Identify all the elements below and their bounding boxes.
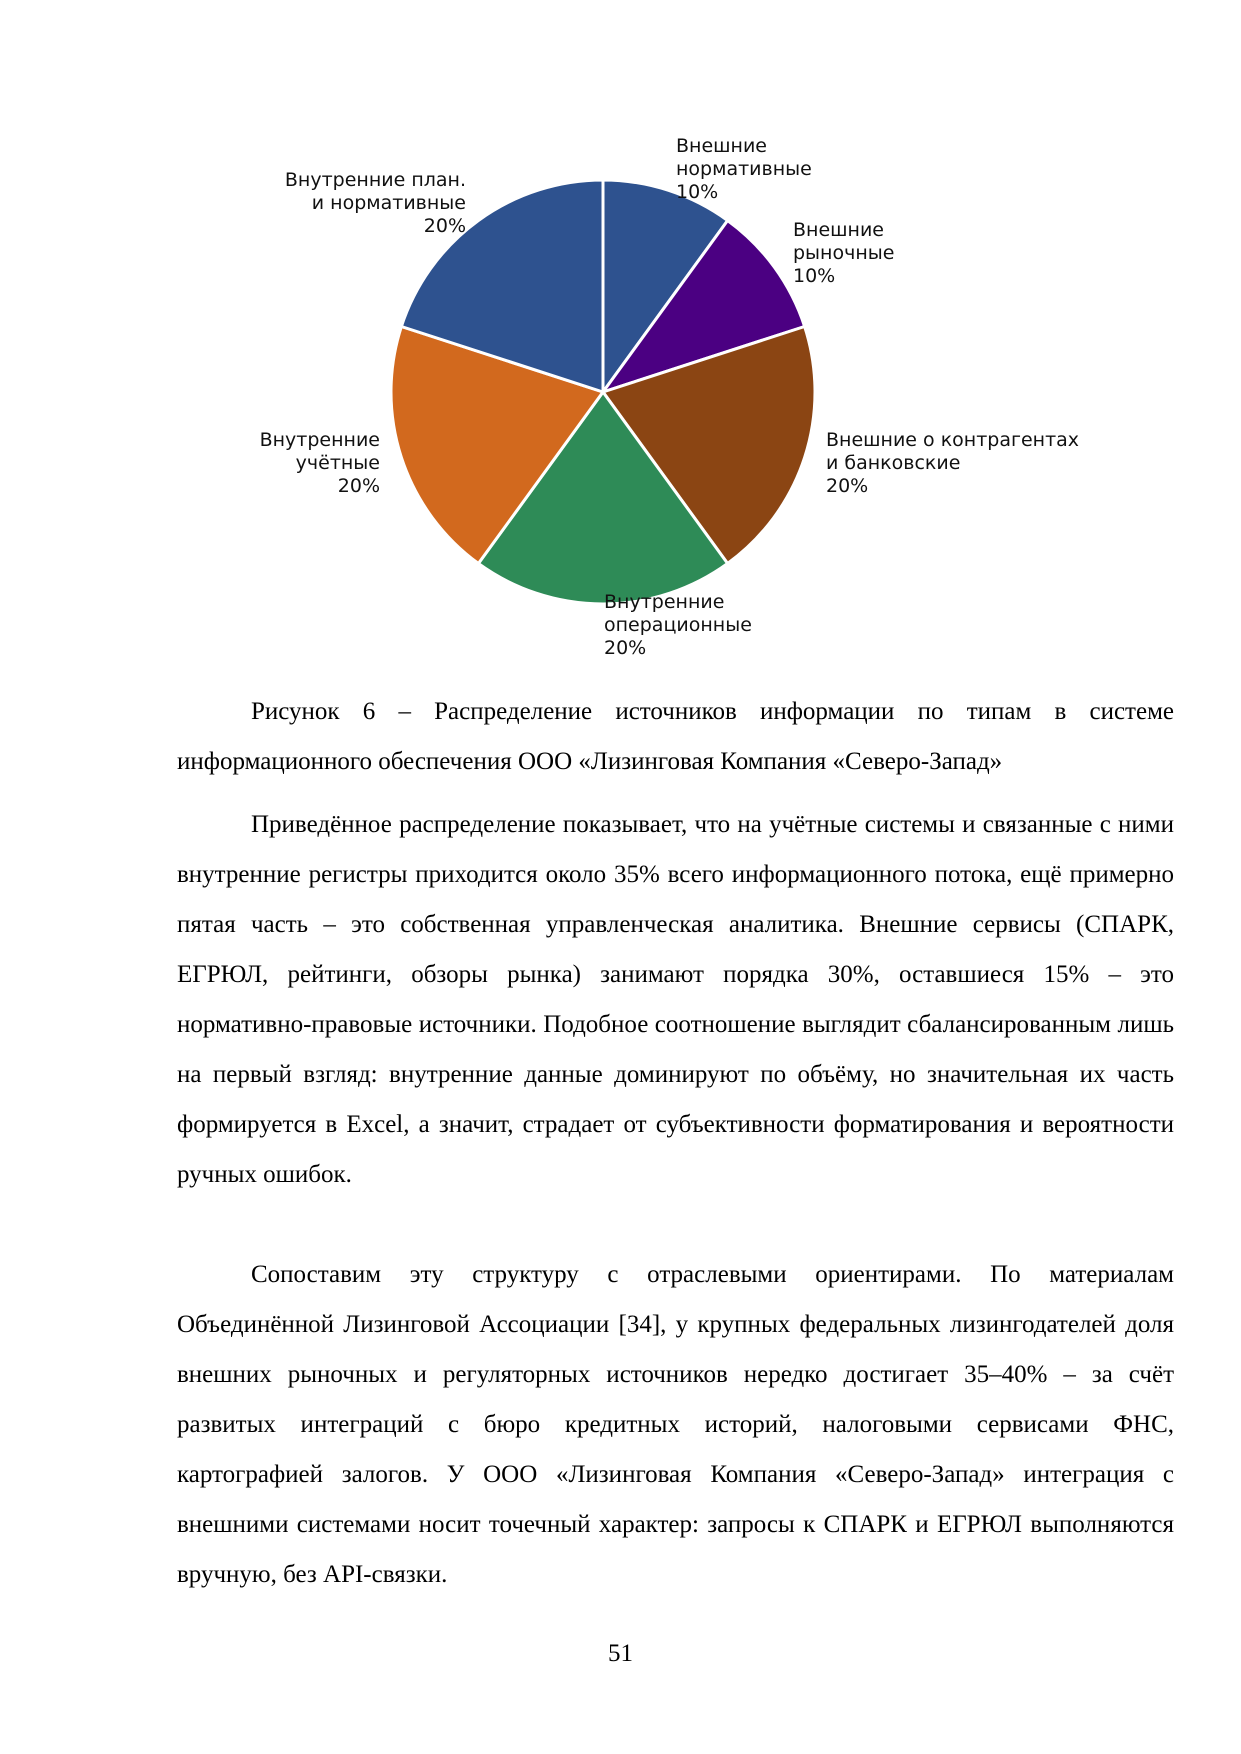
pie-slice-label-3	[826, 429, 1079, 497]
pie-slice-label-line: Внутренние план.	[284, 169, 466, 191]
page-number: 51	[608, 1640, 633, 1667]
figure-caption	[177, 687, 1174, 787]
pie-chart	[0, 0, 1241, 700]
pie-slice-label-5	[260, 429, 380, 497]
pie-slice-label-line: 20%	[337, 475, 380, 497]
figure-caption-text: Рисунок 6 – Распределение источников информации по типам в системе информационного обеспечения ООО «Лизинговая Компания «Северо-Запад»	[177, 698, 1174, 775]
pie-slice-label-line: учётные	[295, 452, 380, 474]
paragraph-2	[177, 1250, 1174, 1600]
pie-slice-label-line: 20%	[423, 215, 466, 237]
pie-slice-label-line: Внешние о контрагентах	[826, 429, 1080, 451]
pie-slice-label-6	[285, 169, 466, 237]
pie-slice-label-2	[793, 219, 894, 287]
pie-slice-label-line: 20%	[826, 475, 869, 497]
pie-slice-label-line: 10%	[793, 265, 836, 287]
pie-slice-label-1	[676, 135, 812, 203]
pie-slice-label-line: нормативные	[676, 158, 812, 180]
pie-slice-label-line: и нормативные	[311, 192, 466, 214]
pie-slice-label-line: операционные	[604, 614, 752, 636]
pie-slice-label-line: рыночные	[793, 242, 895, 264]
paragraph-2-text: Сопоставим эту структуру с отраслевыми ориентирами. По материалам Объединённой Лизинговой Ассоциации [34], у крупных федеральных лизингодателей доля внешних рыночных и регуляторных источников нередко достигает 35–40% – за счёт развитых интеграций с бюро кредитных историй, налоговыми сервисами ФНС, картографией залогов. У ООО «Лизинговая Компания «Северо-Запад» интеграция с внешними системами носит точечный характер: запросы к СПАРК и ЕГРЮЛ выполняются вручную, без API-связки.	[177, 1261, 1174, 1588]
pie-slice-label-4	[604, 591, 752, 659]
pie-slice-label-line: Внутренние	[604, 591, 725, 613]
pie-slice-label-line: и банковские	[826, 452, 961, 474]
pie-slice-label-line: 20%	[604, 637, 647, 659]
pie-slice-label-line: Внутренние	[259, 429, 380, 451]
paragraph-1	[177, 800, 1174, 1200]
pie-slice-label-line: Внешние	[793, 219, 884, 241]
pie-slice-label-line: 10%	[676, 181, 719, 203]
paragraph-1-text: Приведённое распределение показывает, что на учётные системы и связанные с ними внутренние регистры приходится около 35% всего информационного потока, ещё примерно пятая часть – это собственная управленческая аналитика. Внешние сервисы (СПАРК, ЕГРЮЛ, рейтинги, обзоры рынка) занимают порядка 30%, оставшиеся 15% – это нормативно-правовые источники. Подобное соотношение выглядит сбалансированным лишь на первый взгляд: внутренние данные доминируют по объёму, но значительная их часть формируется в Excel, а значит, страдает от субъективности форматирования и вероятности ручных ошибок.	[177, 811, 1174, 1188]
pie-slice-label-line: Внешние	[676, 135, 767, 157]
